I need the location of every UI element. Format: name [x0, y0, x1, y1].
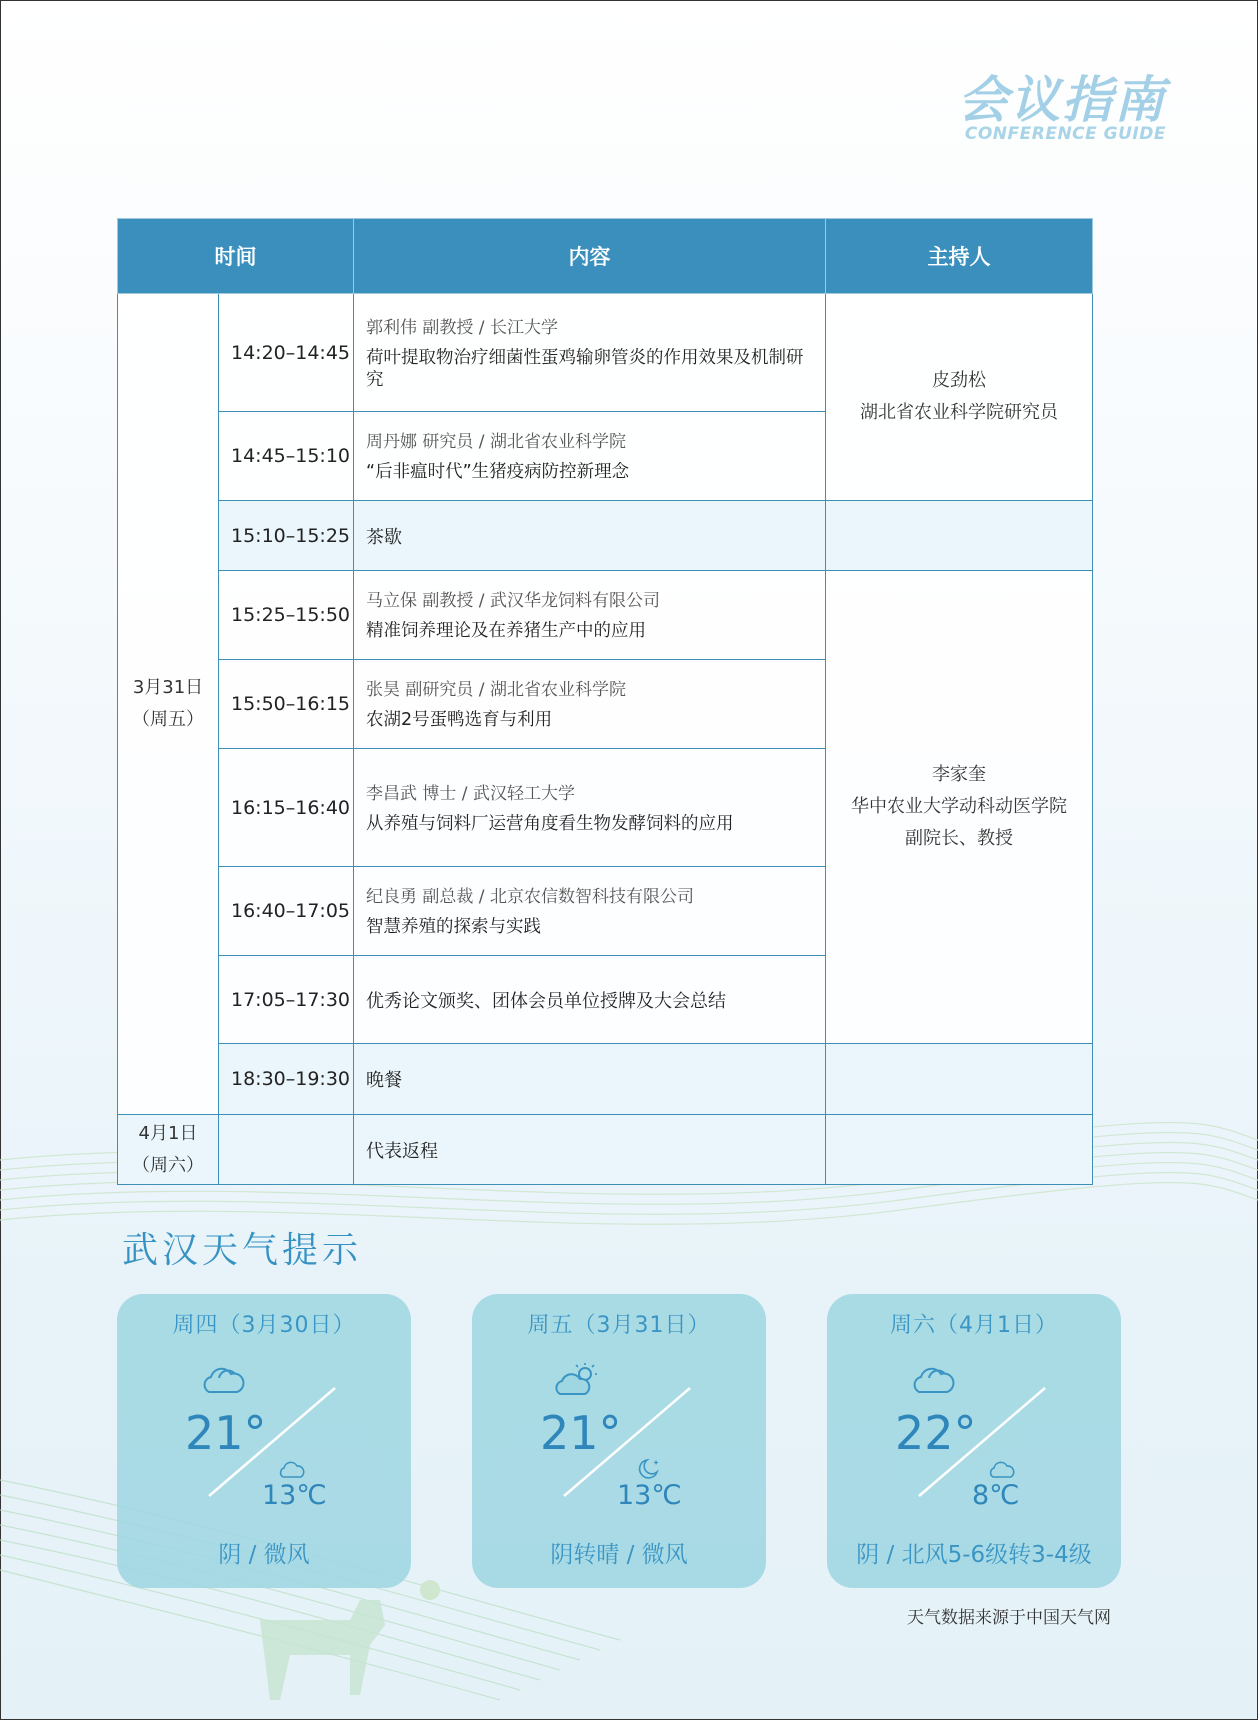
host-cell-empty — [826, 1115, 1093, 1185]
topic: “后非瘟时代”生猪疫病防控新理念 — [366, 462, 630, 482]
header-content: 内容 — [354, 219, 826, 294]
speaker: 周丹娜 研究员 / 湖北省农业科学院 — [366, 432, 626, 452]
content-cell — [354, 1115, 826, 1185]
plain-text: 优秀论文颁奖、团体会员单位授牌及大会总结 — [366, 990, 726, 1012]
host-cell: 皮劲松 湖北省农业科学院研究员 — [826, 294, 1093, 501]
time-cell: 14:45–15:10 — [219, 412, 354, 501]
table-header-row — [118, 219, 1093, 294]
weather-desc: 阴 / 微风 — [218, 1542, 310, 1568]
host-cell-empty — [826, 501, 1093, 571]
weather-card — [827, 1294, 1121, 1588]
weather-day: 周五（3月31日） — [527, 1313, 711, 1338]
weather-title: 武汉天气提示 — [122, 1230, 363, 1271]
speaker: 李昌武 博士 / 武汉轻工大学 — [366, 783, 575, 804]
speaker: 张昊 副研究员 / 湖北省农业科学院 — [366, 680, 626, 700]
topic: 智慧养殖的探索与实践 — [366, 917, 541, 937]
topic: 从养殖与饲料厂运营角度看生物发酵饲料的应用 — [366, 813, 734, 834]
content-cell — [354, 1044, 826, 1115]
agenda-table — [117, 218, 1093, 1185]
low-temp: 8℃ — [972, 1480, 1020, 1511]
low-temp: 13℃ — [262, 1480, 327, 1511]
header-time: 时间 — [118, 219, 354, 294]
content-cell — [354, 412, 826, 501]
speaker: 马立保 副教授 / 武汉华龙饲料有限公司 — [366, 591, 660, 611]
speaker: 纪良勇 副总裁 / 北京农信数智科技有限公司 — [366, 887, 694, 907]
cloudy-night-icon — [987, 1456, 1017, 1480]
content-cell — [354, 867, 826, 956]
content-cell — [354, 749, 826, 867]
time-cell: 14:20–14:45 — [219, 294, 354, 412]
time-cell: 16:15–16:40 — [219, 749, 354, 867]
logo-en: CONFERENCE GUIDE — [964, 124, 1166, 144]
weather-card — [117, 1294, 411, 1588]
high-temp: 21° — [185, 1406, 267, 1460]
plain-text: 茶歇 — [366, 526, 402, 548]
topic: 荷叶提取物治疗细菌性蛋鸡输卵管炎的作用效果及机制研究 — [366, 347, 804, 390]
time-cell — [219, 1115, 354, 1185]
speaker: 郭利伟 副教授 / 长江大学 — [366, 317, 558, 338]
weather-desc: 阴转晴 / 微风 — [550, 1542, 688, 1568]
host-cell: 李家奎 华中农业大学动科动医学院 副院长、教授 — [826, 571, 1093, 1044]
content-cell — [354, 294, 826, 412]
cloudy-night-icon — [277, 1456, 307, 1480]
table-row — [118, 571, 1093, 660]
high-temp: 22° — [895, 1406, 977, 1460]
host-cell-empty — [826, 1044, 1093, 1115]
content-cell — [354, 571, 826, 660]
date-cell: 3月31日 （周五） — [118, 294, 219, 1115]
plain-text: 代表返程 — [366, 1140, 438, 1162]
weather-source-note: 天气数据来源于中国天气网 — [907, 1608, 1111, 1628]
date-cell: 4月1日 （周六） — [118, 1115, 219, 1185]
table-row — [118, 501, 1093, 571]
weather-day: 周四（3月30日） — [172, 1313, 356, 1338]
table-row — [118, 1115, 1093, 1185]
weather-card — [472, 1294, 766, 1588]
weather-day: 周六（4月1日） — [890, 1313, 1058, 1338]
moon-star-icon — [632, 1456, 662, 1480]
weather-desc: 阴 / 北风5-6级转3-4级 — [856, 1542, 1092, 1568]
header-host: 主持人 — [826, 219, 1093, 294]
content-cell — [354, 501, 826, 571]
high-temp: 21° — [540, 1406, 622, 1460]
low-temp: 13℃ — [617, 1480, 682, 1511]
time-cell: 16:40–17:05 — [219, 867, 354, 956]
time-cell: 17:05–17:30 — [219, 956, 354, 1044]
topic: 农湖2号蛋鸭选育与利用 — [366, 710, 553, 730]
logo-cn: 会议指南 — [958, 71, 1166, 129]
conference-guide-logo — [958, 72, 1166, 144]
table-row — [118, 294, 1093, 412]
topic: 精准饲养理论及在养猪生产中的应用 — [366, 621, 646, 641]
content-cell — [354, 956, 826, 1044]
time-cell: 18:30–19:30 — [219, 1044, 354, 1115]
time-cell: 15:50–16:15 — [219, 660, 354, 749]
plain-text: 晚餐 — [366, 1070, 402, 1091]
table-row — [118, 1044, 1093, 1115]
time-cell: 15:25–15:50 — [219, 571, 354, 660]
time-cell: 15:10–15:25 — [219, 501, 354, 571]
content-cell — [354, 660, 826, 749]
